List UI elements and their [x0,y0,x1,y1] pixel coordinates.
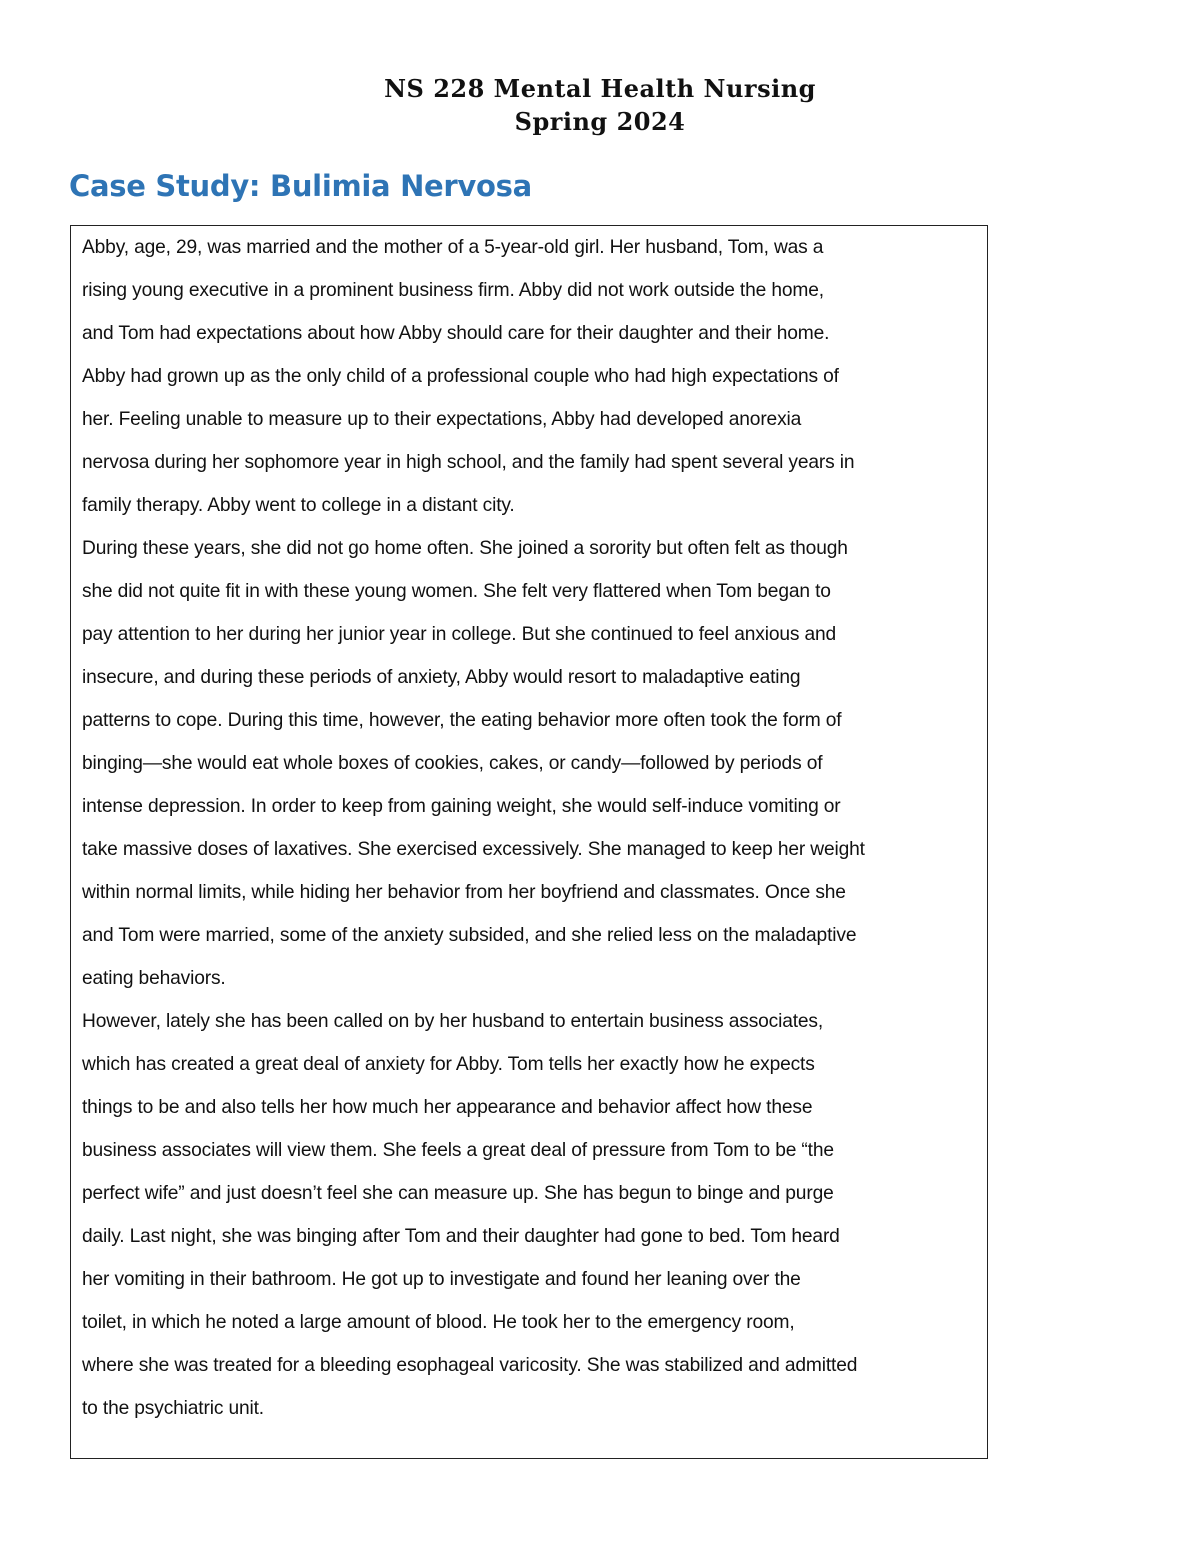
case-study-title: Case Study: Bulimia Nervosa [69,169,532,203]
text-line: her vomiting in their bathroom. He got up to investigate and found her leaning over the [82,1269,801,1290]
text-line: insecure, and during these periods of anxiety, Abby would resort to maladaptive eating [82,667,801,688]
text-line: rising young executive in a prominent business firm. Abby did not work outside the home, [82,280,824,301]
paragraph [82,527,971,1000]
text-line: However, lately she has been called on by her husband to entertain business associates, [82,1011,824,1032]
text-line: take massive doses of laxatives. She exercised excessively. She managed to keep her weight [82,839,865,860]
text-line: within normal limits, while hiding her behavior from her boyfriend and classmates. Once she [82,882,846,903]
case-study-box [70,225,988,1459]
text-line: Abby had grown up as the only child of a professional couple who had high expectations of [82,366,839,387]
text-line: patterns to cope. During this time, however, the eating behavior more often took the form of [82,710,842,731]
text-line: and Tom were married, some of the anxiety subsided, and she relied less on the maladaptive [82,925,857,946]
text-line: During these years, she did not go home often. She joined a sorority but often felt as though [82,538,848,559]
text-line: nervosa during her sophomore year in high school, and the family had spent several years in [82,452,855,473]
text-line: toilet, in which he noted a large amount of blood. He took her to the emergency room, [82,1312,795,1333]
text-line: she did not quite fit in with these young women. She felt very flattered when Tom began to [82,581,831,602]
course-header [0,72,1200,138]
text-line: binging—she would eat whole boxes of cookies, cakes, or candy—followed by periods of [82,753,823,774]
text-line: her. Feeling unable to measure up to their expectations, Abby had developed anorexia [82,409,802,430]
text-line: family therapy. Abby went to college in a distant city. [82,495,515,516]
course-name: NS 228 Mental Health Nursing [384,74,816,103]
paragraph [82,226,971,527]
text-line: and Tom had expectations about how Abby should care for their daughter and their home. [82,323,830,344]
text-line: where she was treated for a bleeding esophageal varicosity. She was stabilized and admitted [82,1355,858,1376]
text-line: eating behaviors. [82,968,226,989]
text-line: things to be and also tells her how much her appearance and behavior affect how these [82,1097,813,1118]
text-line: to the psychiatric unit. [82,1398,264,1419]
paragraph [82,1000,971,1430]
case-study-body [82,226,971,1430]
text-line: pay attention to her during her junior year in college. But she continued to feel anxious and [82,624,837,645]
text-line: Abby, age, 29, was married and the mother of a 5-year-old girl. Her husband, Tom, was a [82,237,824,258]
course-term: Spring 2024 [514,107,686,136]
text-line: perfect wife” and just doesn’t feel she can measure up. She has begun to binge and purge [82,1183,834,1204]
text-line: daily. Last night, she was binging after Tom and their daughter had gone to bed. Tom heard [82,1226,840,1247]
text-line: business associates will view them. She feels a great deal of pressure from Tom to be “the [82,1140,834,1161]
text-line: which has created a great deal of anxiety for Abby. Tom tells her exactly how he expects [82,1054,815,1075]
text-line: intense depression. In order to keep from gaining weight, she would self-induce vomiting or [82,796,841,817]
